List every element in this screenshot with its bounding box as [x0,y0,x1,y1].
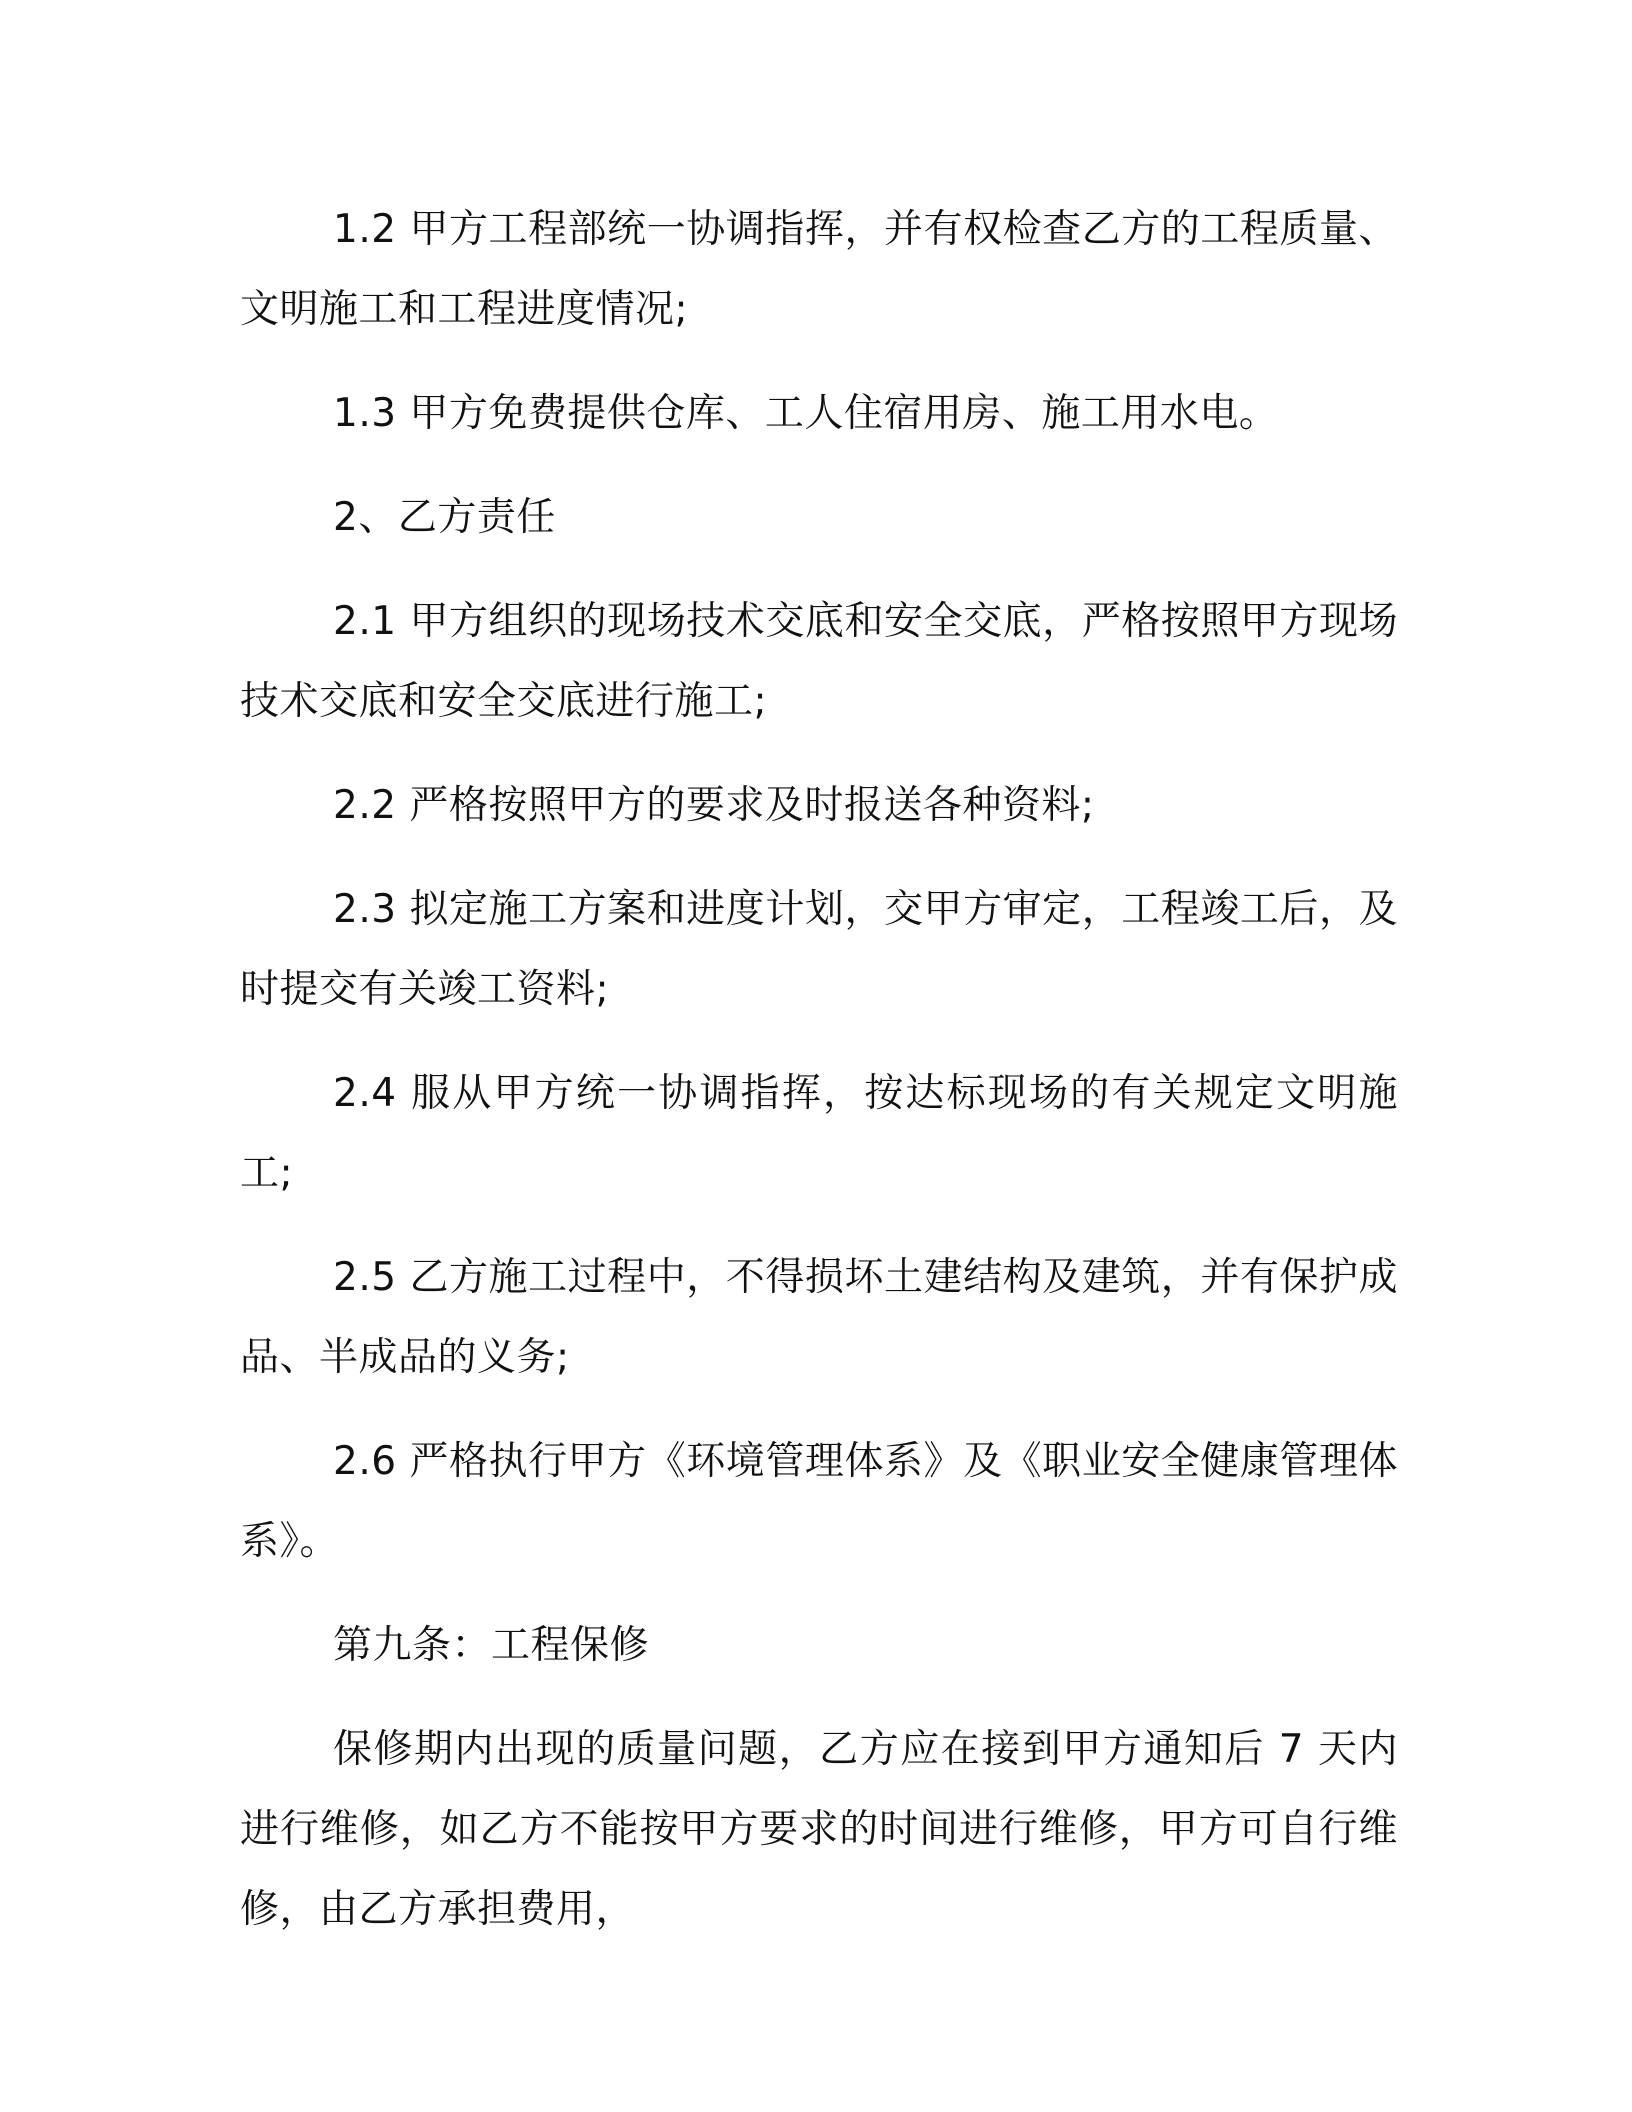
clause-2-1: 2.1 甲方组织的现场技术交底和安全交底，严格按照甲方现场技术交底和安全交底进行施工; [240,599,1398,724]
clause-1-3: 1.3 甲方免费提供仓库、工人住宿用房、施工用水电。 [333,391,1279,436]
section-heading-party-b-duties: 2、乙方责任 [333,495,556,540]
clause-2-5: 2.5 乙方施工过程中，不得损坏土建结构及建筑，并有保护成品、半成品的义务; [240,1255,1398,1380]
clause-1-2: 1.2 甲方工程部统一协调指挥，并有权检查乙方的工程质量、文明施工和工程进度情况; [240,207,1398,332]
clause-2-6: 2.6 严格执行甲方《环境管理体系》及《职业安全健康管理体系》。 [240,1439,1398,1564]
clause-2-4: 2.4 服从甲方统一协调指挥，按达标现场的有关规定文明施工; [240,1071,1398,1196]
document-body [240,190,1398,1974]
clause-2-2: 2.2 严格按照甲方的要求及时报送各种资料; [333,783,1095,828]
clause-2-3: 2.3 拟定施工方案和进度计划，交甲方审定，工程竣工后，及时提交有关竣工资料; [240,887,1398,1012]
article-9-heading: 第九条：工程保修 [333,1623,650,1668]
warranty-paragraph: 保修期内出现的质量问题，乙方应在接到甲方通知后 7 天内进行维修，如乙方不能按甲方要求的时间进行维修，甲方可自行维修，由乙方承担费用， [240,1727,1398,1932]
